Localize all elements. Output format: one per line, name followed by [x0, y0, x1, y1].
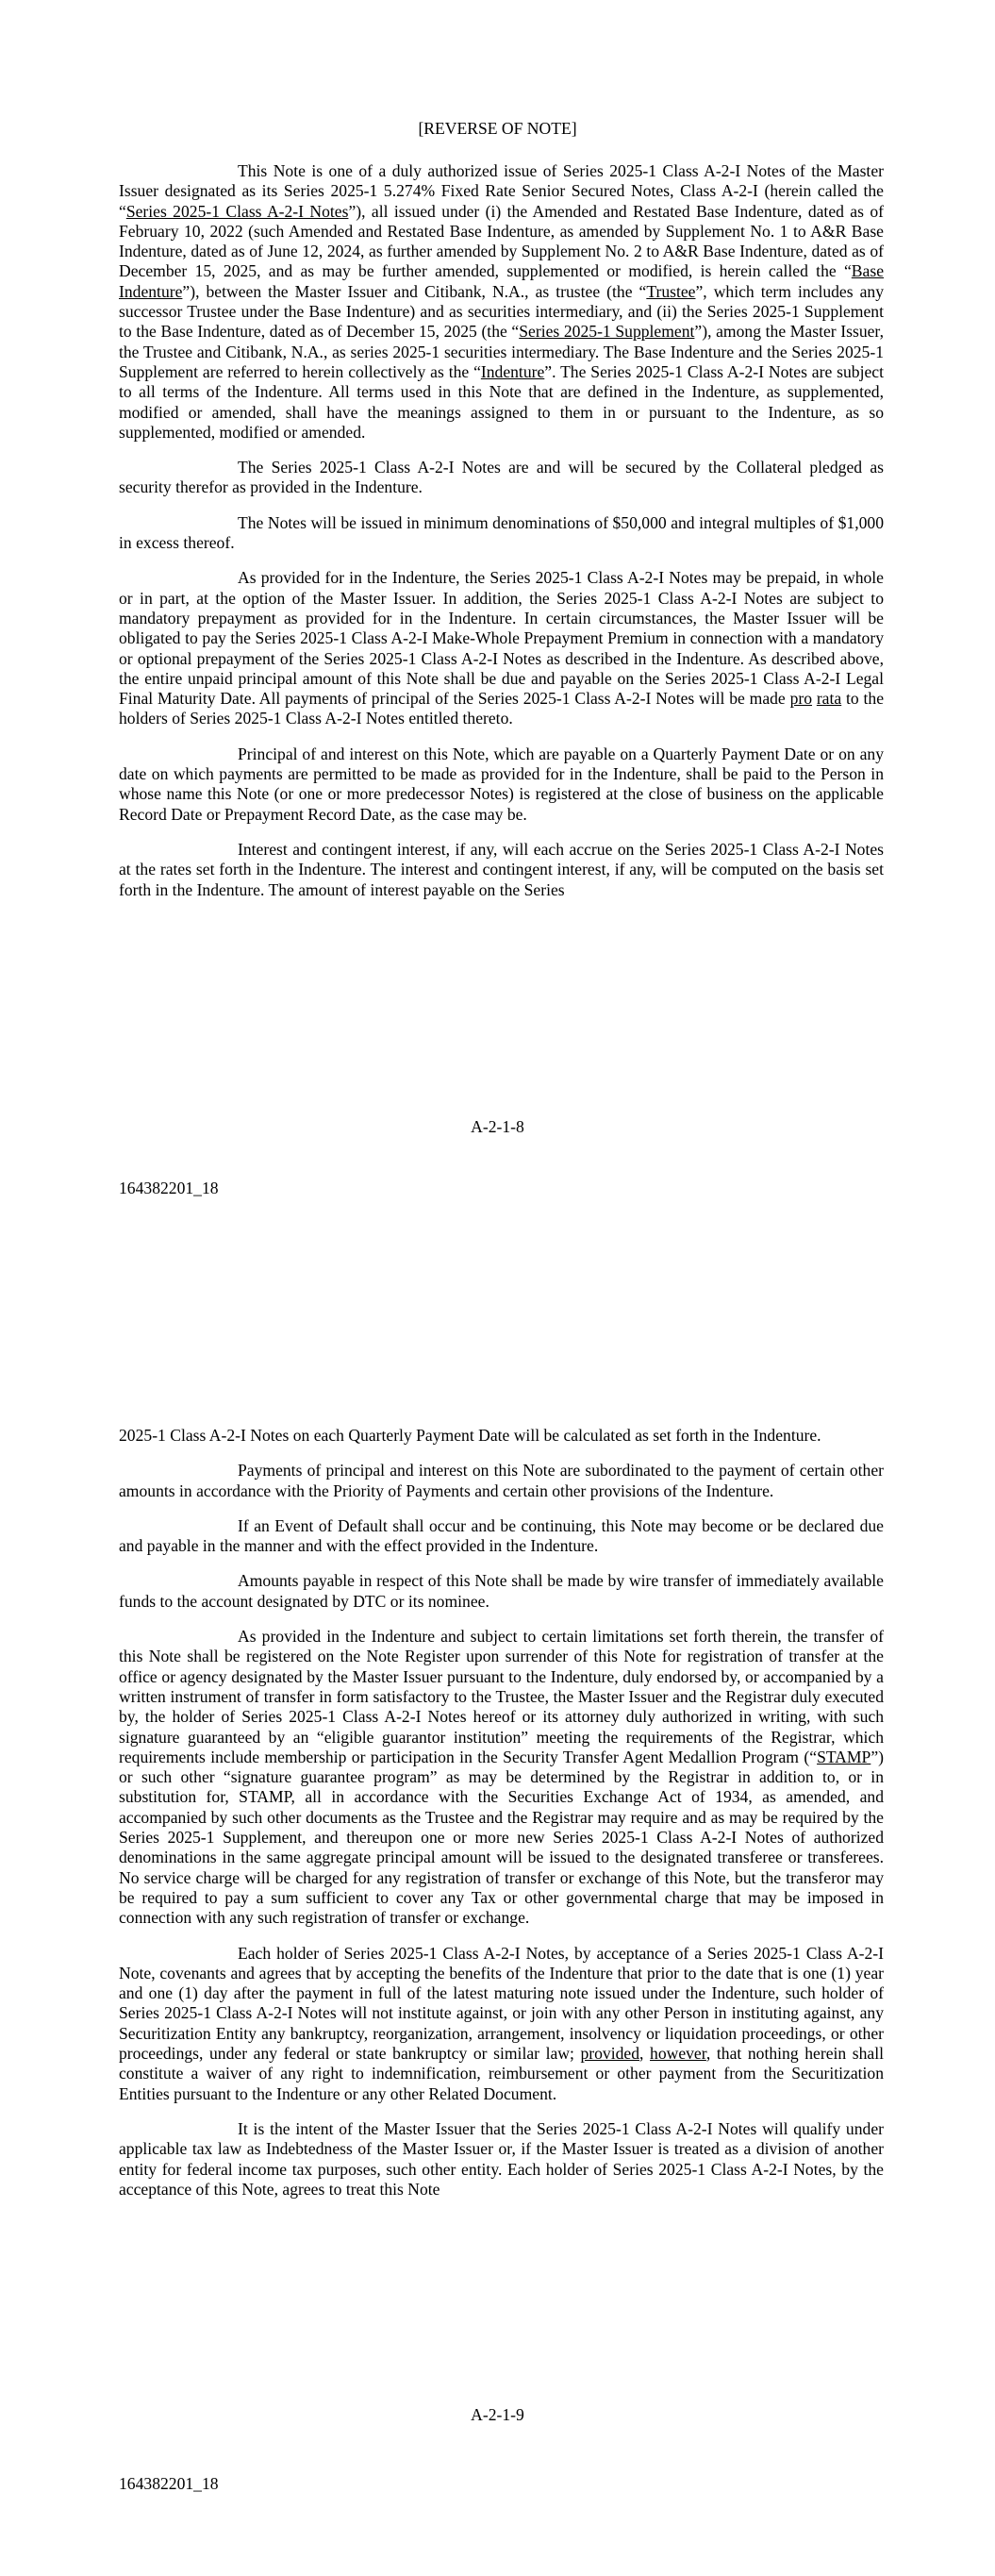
page-number: A-2-1-9: [471, 2405, 524, 2424]
term-pro: pro: [789, 689, 813, 709]
paragraph-tax-treatment: It is the intent of the Master Issuer that the Series 2025-1 Class A-2-I Notes will qualify under applicable tax law as Indebtedness of the Master Issuer or, if the Master Issuer is treated as a division of another entity for federal income tax purposes, such other entity. Each holder of Series 2025-1 Class A-2-I Notes, by the acceptance of this Note, agrees to treat this Note: [119, 2118, 884, 2199]
page-a-2-1-9: [0, 1297, 995, 2576]
paragraph-non-petition: Each holder of Series 2025-1 Class A-2-I Notes, by acceptance of a Series 2025-1 Class A-2-I Note, covenants and agrees that by accepting the benefits of the Indenture that prior to the date that is one (1) year and one (1) day after the payment in full of the latest maturing note issued under the Indenture, such holder of Series 2025-1 Class A-2-I Notes will not institute against, or join with any other Person in instituting against, any Securitization Entity any bankruptcy, reorganization, arrangement, insolvency or liquidation proceedings, or other proceedings, under any federal or state bankruptcy or similar law; provided, however, that nothing herein shall constitute a waiver of any right to indemnification, reimbursement or other payment from the Securitization Entities pursuant to the Indenture or any other Related Document.: [119, 1943, 885, 2103]
paragraph-subordination: Payments of principal and interest on this Note are subordinated to the payment of certain other amounts in accordance with the Priority of Payments and certain other provisions of the Indenture.: [119, 1461, 884, 1500]
defined-term-series-supplement: Series 2025-1 Supplement: [519, 322, 695, 342]
paragraph-note-description: This Note is one of a duly authorized issue of Series 2025-1 Class A-2-I Notes of the Master Issuer designated as its Series 2025-1 5.274% Fixed Rate Senior Secured Notes, Class A-2-I (herein called the “Series 2025-1 Class A-2-I Notes”), all issued under (i) the Amended and Restated Base Indenture, dated as of February 10, 2022 (such Amended and Restated Base Indenture, as amended by Supplement No. 1 to A&R Base Indenture, dated as of June 12, 2024, as further amended by Supplement No. 2 to A&R Base Indenture, dated as of December 15, 2025, and as may be further amended, supplemented or modified, is herein called the “Base Indenture”), between the Master Issuer and Citibank, N.A., as trustee (the “Trustee”, which term includes any successor Trustee under the Base Indenture) and as securities intermediary, and (ii) the Series 2025-1 Supplement to the Base Indenture, dated as of December 15, 2025 (the “Series 2025-1 Supplement”), among the Master Issuer, the Trustee and Citibank, N.A., as series 2025-1 securities intermediary. The Base Indenture and the Series 2025-1 Supplement are referred to herein collectively as the “Indenture”. The Series 2025-1 Class A-2-I Notes are subject to all terms of the Indenture. All terms used in this Note that are defined in the Indenture, as supplemented, modified or amended, shall have the meanings assigned to them in or pursuant to the Indenture, as so supplemented, modified or amended.: [119, 161, 884, 442]
defined-term-stamp: STAMP: [817, 1747, 871, 1766]
defined-term-trustee: Trustee: [646, 281, 696, 301]
paragraph-wire-transfer: Amounts payable in respect of this Note shall be made by wire transfer of immediately available funds to the account designated by DTC or its nominee.: [119, 1571, 884, 1611]
page2-body: [119, 1426, 884, 2215]
paragraph-event-of-default: If an Event of Default shall occur and be continuing, this Note may become or be declared due and payable in the manner and with the effect provided in the Indenture.: [119, 1515, 884, 1556]
term-rata: rata: [816, 689, 842, 709]
paragraph-transfer-registration: As provided in the Indenture and subject to certain limitations set forth therein, the transfer of this Note shall be registered on the Note Register upon surrender of this Note for registration of transfer at the office or agency designated by the Master Issuer pursuant to the Indenture, duly endorsed by, or accompanied by a written instrument of transfer in form satisfactory to the Trustee, the Master Issuer and the Registrar duly executed by, the holder of Series 2025-1 Class A-2-I Notes hereof or its attorney duly authorized in writing, with such signature guaranteed by an “eligible guarantor institution” meeting the requirements of the Registrar, which requirements include membership or participation in the Security Transfer Agent Medallion Program (“STAMP”) or such other “signature guarantee program” as may be determined by the Registrar in addition to, or in substitution for, STAMP, all in accordance with the Securities Exchange Act of 1934, as amended, and accompanied by such other documents as the Trustee and the Registrar may require and as may be required by the Series 2025-1 Supplement, and thereupon one or more new Series 2025-1 Class A-2-I Notes of authorized denominations in the same aggregate principal amount will be issued to the designated transferee or transferees. No service charge will be charged for any registration of transfer or exchange of this Note, but the transferor may be required to pay a sum sufficient to cover any Tax or other governmental charge that may be imposed in connection with any such registration of transfer or exchange.: [119, 1627, 884, 1928]
document-id: 164382201_18: [119, 1179, 219, 1197]
paragraph-continued-interest: 2025-1 Class A-2-I Notes on each Quarterly Payment Date will be calculated as set forth in the Indenture.: [119, 1426, 821, 1445]
page1-body: [119, 161, 884, 915]
defined-term-series-notes: Series 2025-1 Class A-2-I Notes: [125, 201, 349, 221]
term-however: however: [650, 2044, 706, 2064]
paragraph-interest-accrual: Interest and contingent interest, if any, will each accrue on the Series 2025-1 Class A-2-I Notes at the rates set forth in the Indenture. The interest and contingent interest, if any, will be computed on the basis set forth in the Indenture. The amount of interest payable on the Series: [119, 839, 884, 899]
defined-term-base-indenture: Base Indenture: [119, 261, 884, 301]
term-provided: provided: [580, 2044, 640, 2064]
page-number: A-2-1-8: [471, 1117, 524, 1136]
defined-term-indenture: Indenture: [480, 361, 545, 381]
paragraph-prepayment: As provided for in the Indenture, the Series 2025-1 Class A-2-I Notes may be prepaid, in whole or in part, at the option of the Master Issuer. In addition, the Series 2025-1 Class A-2-I Notes are subject to mandatory prepayment as provided for in the Indenture. In certain circumstances, the Master Issuer will be obligated to pay the Series 2025-1 Class A-2-I Make-Whole Prepayment Premium in connection with a mandatory or optional prepayment of the Series 2025-1 Class A-2-I Notes as described in the Indenture. As described above, the entire unpaid principal amount of this Note shall be due and payable on the Series 2025-1 Class A-2-I Legal Final Maturity Date. All payments of principal of the Series 2025-1 Class A-2-I Notes will be made pro rata to the holders of Series 2025-1 Class A-2-I Notes entitled thereto.: [119, 568, 884, 728]
paragraph-denominations: The Notes will be issued in minimum denominations of $50,000 and integral multiples of $1,000 in excess thereof.: [119, 512, 884, 553]
document-id: 164382201_18: [119, 2474, 219, 2493]
paragraph-collateral: The Series 2025-1 Class A-2-I Notes are and will be secured by the Collateral pledged as security therefor as provided in the Indenture.: [119, 458, 884, 497]
document-heading: [REVERSE OF NOTE]: [418, 119, 577, 138]
paragraph-principal-interest: Principal of and interest on this Note, which are payable on a Quarterly Payment Date or on any date on which payments are permitted to be made as provided for in the Indenture, shall be paid to the Person in whose name this Note (or one or more predecessor Notes) is registered at the close of business on the applicable Record Date or Prepayment Record Date, as the case may be.: [119, 744, 884, 824]
